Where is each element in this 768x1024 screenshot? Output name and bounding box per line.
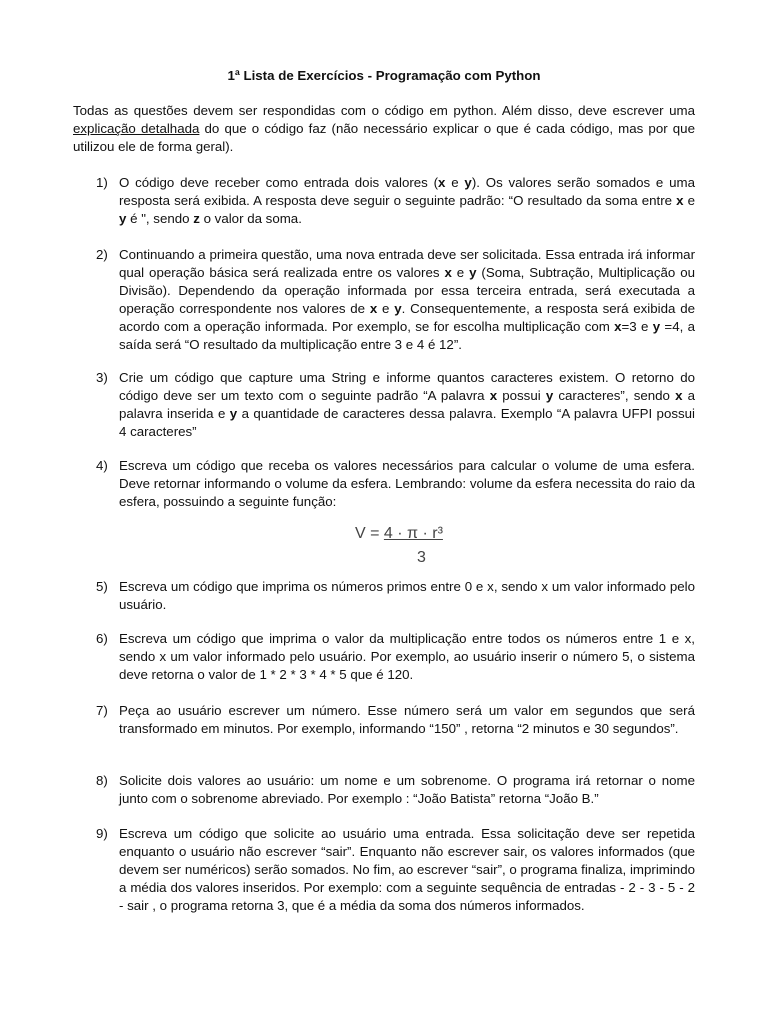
question-7: [73, 702, 695, 738]
question-2: [73, 246, 695, 354]
question-number: 1): [96, 175, 108, 190]
question-text: Crie um código que capture uma String e informe quantos caracteres existem. O retorno do código deve ser um texto com o seguinte padrão “A palavra x possui y caracteres”, sendo x a palavra inserida e y a quantidade de caracteres dessa palavra. Exemplo “A palavra UFPI possui 4 caracteres”: [119, 370, 696, 439]
question-8: [73, 772, 695, 808]
question-4: [73, 457, 695, 511]
question-9: [73, 825, 695, 915]
question-number: 6): [96, 631, 108, 646]
question-1: [73, 174, 695, 228]
intro-underlined-text: explicação detalhada: [73, 121, 200, 136]
question-text: Escreva um código que solicite ao usuário uma entrada. Essa solicitação deve ser repetida enquanto o usuário não escrever “sair”. Enquanto não escrever sair, os valores informados (que devem ser numéricos) serão somados. No fim, ao escrever “sair”, o programa finaliza, imprimindo a média dos valores inseridos. Por exemplo: com a seguinte sequência de entradas - 2 - 3 - 5 - 2 - sair , o programa retorna 3, que é a média da soma dos números informados.: [119, 826, 695, 913]
page-title: 1ª Lista de Exercícios - Programação com Python: [227, 68, 541, 83]
question-text: Solicite dois valores ao usuário: um nome e um sobrenome. O programa irá retornar o nome junto com o sobrenome abreviado. Por exemplo : “João Batista” retorna “João B.”: [119, 773, 695, 806]
question-text: O código deve receber como entrada dois valores (x e y). Os valores serão somados e uma resposta será exibida. A resposta deve seguir o seguinte padrão: “O resultado da soma entre x e y é ", sendo z o valor da soma.: [119, 175, 696, 226]
intro-paragraph: [73, 102, 695, 156]
question-number: 3): [96, 370, 108, 385]
question-text: Escreva um código que imprima o valor da multiplicação entre todos os números entre 1 e x, sendo x um valor informado pelo usuário. Por exemplo, ao usuário inserir o número 5, o sistema deve retorna o valor de 1 * 2 * 3 * 4 * 5 que é 120.: [119, 631, 695, 682]
question-text: Escreva um código que receba os valores necessários para calcular o volume de uma esfera. Deve retornar informando o volume da esfera. Lembrando: volume da esfera necessita do raio da esfera, possuindo a seguinte função:: [119, 458, 695, 509]
question-3: [73, 369, 695, 441]
formula-lhs: V =: [355, 525, 384, 542]
question-text: Escreva um código que imprima os números primos entre 0 e x, sendo x um valor informado pelo usuário.: [119, 579, 695, 612]
question-number: 2): [96, 247, 108, 262]
intro-text-2: do que o código faz (não necessário explicar o que é cada código, mas por que utilizou ele de forma geral).: [73, 121, 695, 154]
question-5: [73, 578, 695, 614]
question-6: [73, 630, 695, 684]
question-number: 4): [96, 458, 108, 473]
question-number: 9): [96, 826, 108, 841]
question-text: Continuando a primeira questão, uma nova entrada deve ser solicitada. Essa entrada irá informar qual operação básica será realizada entre os valores x e y (Soma, Subtração, Multiplicação ou Divisão). Dependendo da operação informada por essa terceira entrada, será executada a operação correspondente nos valores de x e y. Consequentemente, a resposta será exibida de acordo com a operação informada. Por exemplo, se for escolha multiplicação com x=3 e y =4, a saída será “O resultado da multiplicação entre 3 e 4 é 12”.: [119, 247, 695, 352]
formula-denominator: 3: [417, 549, 426, 566]
formula-numerator: 4 · π · r³: [383, 525, 443, 542]
question-number: 8): [96, 773, 108, 788]
question-number: 5): [96, 579, 108, 594]
intro-text-1: Todas as questões devem ser respondidas com o código em python. Além disso, deve escrever uma: [73, 103, 695, 118]
sphere-volume-formula: [355, 524, 443, 566]
question-number: 7): [96, 703, 108, 718]
question-text: Peça ao usuário escrever um número. Esse número será um valor em segundos que será transformado em minutos. Por exemplo, informando “150” , retorna “2 minutos e 30 segundos”.: [119, 703, 695, 736]
